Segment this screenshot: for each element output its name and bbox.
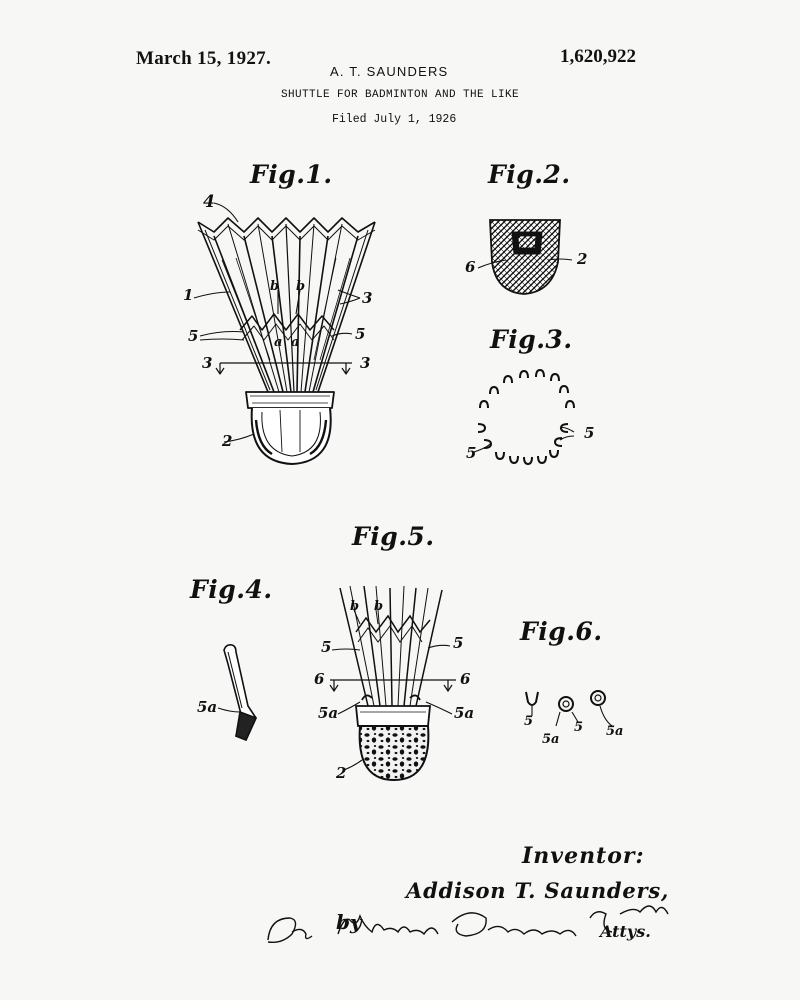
- fig5-partial-shuttle: [330, 586, 456, 780]
- fig4-label: Fig.4.: [190, 575, 273, 604]
- fig1-ref-5-left: 5: [188, 327, 199, 345]
- fig2-ref-6: 6: [465, 258, 476, 276]
- fig5-ref-b1: b: [350, 599, 360, 614]
- fig1-ref-1: 1: [183, 286, 194, 304]
- fig3-hook-ring: [474, 370, 574, 464]
- fig1-label: Fig.1.: [250, 160, 333, 189]
- patent-date: March 15, 1927.: [136, 48, 272, 69]
- fig2-cork-section: [478, 220, 572, 294]
- fig1-shuttle-drawing: [198, 218, 375, 464]
- fig1-ref-2: 2: [222, 432, 233, 450]
- fig5-ref-6-left: 6: [314, 670, 325, 688]
- fig3-ref-5-right: 5: [584, 424, 595, 442]
- fig4-clip: [218, 645, 256, 740]
- patent-number: 1,620,922: [560, 46, 636, 67]
- fig1-ref-3-left: 3: [202, 354, 213, 372]
- fig5-ref-6-right: 6: [460, 670, 471, 688]
- inventor-heading: Inventor:: [522, 843, 645, 869]
- fig6-label: Fig.6.: [520, 617, 603, 646]
- fig5-ref-5a-left: 5a: [318, 704, 339, 722]
- inventor-header: A. T. SAUNDERS: [330, 64, 449, 79]
- fig2-ref-2: 2: [577, 250, 588, 268]
- fig6-ref-5a-first: 5a: [542, 732, 560, 747]
- inventor-signature-name: Addison T. Saunders,: [406, 878, 670, 903]
- filed-date: Filed July 1, 1926: [332, 113, 457, 126]
- fig6-ref-5-first: 5: [524, 714, 534, 729]
- fig5-ref-2: 2: [336, 764, 347, 782]
- fig6-ref-5-second: 5: [574, 720, 584, 735]
- fig5-ref-5-right: 5: [453, 634, 464, 652]
- fig2-label: Fig.2.: [488, 160, 571, 189]
- fig1-ref-a2: a: [291, 335, 300, 350]
- patent-title: SHUTTLE FOR BADMINTON AND THE LIKE: [280, 89, 520, 101]
- by-label: by: [336, 910, 362, 934]
- fig5-label: Fig.5.: [352, 522, 435, 551]
- fig1-ref-b1: b: [270, 279, 280, 294]
- attys-label: Attys.: [600, 922, 651, 941]
- fig1-ref-3-right: 3: [360, 354, 371, 372]
- fig5-ref-5a-right: 5a: [454, 704, 475, 722]
- fig4-ref-5a: 5a: [197, 698, 218, 716]
- fig1-ref-4: 4: [203, 192, 215, 212]
- fig1-ref-3-upper: 3: [362, 289, 373, 307]
- fig1-ref-a1: a: [274, 335, 283, 350]
- fig6-ref-5a-second: 5a: [606, 724, 624, 739]
- fig5-ref-5-left: 5: [321, 638, 332, 656]
- fig3-label: Fig.3.: [490, 325, 573, 354]
- fig6-hook-details: [526, 691, 612, 726]
- fig3-ref-5-left: 5: [466, 444, 477, 462]
- fig1-ref-b2: b: [296, 279, 306, 294]
- fig5-ref-b2: b: [374, 599, 384, 614]
- fig1-ref-5-right: 5: [355, 325, 366, 343]
